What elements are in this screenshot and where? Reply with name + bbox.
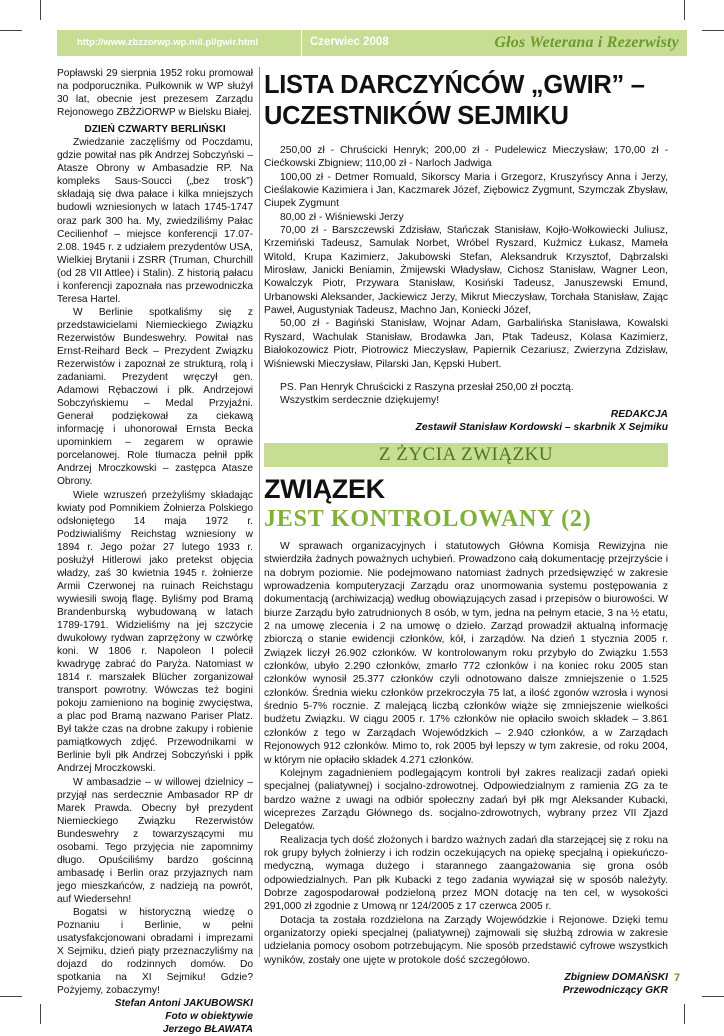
article-body — [264, 540, 668, 998]
sponsor-entry: 250,00 zł - Chruścicki Henryk; 200,00 zł - Pudelewicz Mieczysław; 170,00 zł - Ciećkowski Zbigniew; 110,00 zł - Narloch Jadwiga — [264, 145, 668, 170]
article-paragraph: Kolejnym zagadnieniem podlegającym kontroli był zakres realizacji zadań opieki specjalnej (paliatywnej) i socjalno-zdrowotnej. Odpowiedzialnym z ramienia ZG za te bardzo ważne z uwagi na odbiór społeczny zadań był płk mgr Aleksander Kubacki, wiceprezes Zarządu Głównego ds. socjalno-zdrowotnych, wybrany przez VII Zjazd Delegatów. — [264, 767, 668, 833]
magazine-title: Głos Weterana i Rezerwisty — [494, 34, 679, 51]
crop-mark — [40, 1004, 41, 1024]
crop-mark — [40, 0, 41, 20]
crop-mark — [0, 996, 22, 997]
left-heading: DZIEŃ CZWARTY BERLIŃSKI — [84, 124, 226, 136]
article-paragraph: W sprawach organizacyjnych i statutowych Główna Komisja Rewizyjna nie stwierdziła żadnych poważnych uchybień. Prowadzono całą dokumentację przejrzyście i na dobrym poziomie. Nie podejmowano natomiast żadnych przedsięwzięć w zakresie wprowadzenia komputeryzacji Zarządu oraz unormowania systemu postępowania z dokumentacją (archiwizacją) według obowiązujących zasad i przepisów o biurowości. W biurze Zarządu było zatrudnionych 8 osób, w tym, jedna na pełnym etacie, 3 na ½ etatu, 2 na umowę zlecenia i 2 na umowę o dzieło. Zarząd prowadził aktualną informację zbiorczą o stanie ewidencji członków, kół, i zarządów. Na dzień 1 stycznia 2005 r. Związek liczył 26.902 członków. W kontrolowanym roku przybyło do Związku 1.553 członków, ubyło 2.290 członków, zmarło 772 członków i na koniec roku 2005 stan członków wynosił 25.377 członków czyli odnotowano dalsze zmniejszenie o 1.525 członków. Średnia wieku członków przekroczyła 75 lat, a ilość zgonów wzrosła i wynosi średnio 5-7% rocznie. Z malejącą liczbą członków wiąże się zmniejszenie wielkości budżetu Związku. W ciągu 2005 r. 17% członków nie opłaciło swoich składek – 3.861 członków z tego w Zarządach Wojewódzkich – 2.940 członków, a w Zarządach Rejonowych 912 członków. Mimo to, rok 2005 był lepszy w tym zakresie, od roku 2004, w którym nie opłaciło składek 4.271 członków. — [264, 541, 668, 766]
left-paragraph: Wiele wzruszeń przeżyliśmy składając kwiaty pod Pomnikiem Żołnierza Polskiego odsłoniętego 14 maja 1972 r. Podziwialiśmy Reichstag wzniesiony w 1894 r. Jego pożar 27 lutego 1933 r. posłużył Hitlerowi jako pretekst objęcia władzy, zaś 30 kwietnia 1945 r. żołnierze Armii Czerwonej na ruinach Reichstagu wywiesili swoją flagę. Byliśmy pod Bramą Brandenburską wybudowaną w latach 1789-1791. Widzieliśmy na jej szczycie dwukołowy rydwan zaprzężony w czwórkę koni. W 1806 r. Napoleon I polecił kwadrygę zabrać do Paryża. Natomiast w 1814 r. marszałek Blücher zorganizował transport powrotny. Wówczas też bogini pokoju zamieniono na boginię zwycięstwa, a plac pod Bramą nazwano Pariser Platz. Był także czas na drobne zakupy i robienie pamiątkowych zdjęć. Przewodnikami w Berlinie byli płk Andrzej Sobczyński i ppłk Andrzej Mroczkowski. — [57, 489, 253, 775]
crop-mark — [702, 996, 724, 997]
sponsors-list — [264, 144, 668, 434]
crop-mark — [0, 30, 22, 31]
crop-mark — [684, 0, 685, 20]
photo-credit-name: Jerzego BŁAWATA — [162, 1024, 253, 1036]
sponsor-entry: 80,00 zł - Wiśniewski Jerzy — [280, 211, 404, 223]
page-header — [57, 30, 687, 56]
crop-mark — [684, 1004, 685, 1024]
header-divider — [301, 30, 302, 56]
article-author: Zbigniew DOMAŃSKI — [564, 972, 668, 983]
author-signature: Stefan Antoni JAKUBOWSKI — [114, 998, 253, 1010]
left-column-article — [57, 67, 253, 1036]
editorial-signature: REDAKCJA — [610, 408, 668, 420]
article-author-role: Przewodniczący GKR — [562, 985, 668, 997]
section-label: Z ŻYCIA ZWIĄZKU — [378, 444, 554, 465]
photo-credit-label: Foto w obiektywie — [165, 1011, 253, 1023]
left-intro: Popławski 29 sierpnia 1952 roku promował na podporucznika. Pułkownik w WP służył 30 lat, obecnie jest prezesem Zarządu Rejonowego ZBŻZiORWP w Bielsku Białej. — [57, 68, 253, 119]
sponsors-thanks: Wszystkim serdecznie dziękujemy! — [280, 395, 440, 407]
header-url[interactable]: http://www.zbzzorwp.wp.mil.pl/gwir.html — [77, 37, 259, 48]
header-issue-date: Czerwiec 2008 — [310, 36, 389, 48]
sponsor-entry: 50,00 zł - Bagiński Stanisław, Wojnar Adam, Garbalińska Stanisława, Kowalski Ryszard, Wachulak Stanisław, Brodawka Jan, Ptak Tadeusz, Kolasa Kazimierz, Białokozowicz Piotr, Piotrowicz Mieczysław, Papiernik Cezariusz, Zwierzyna Zdzisław, Wiśniewski Mieczysław, Pilarski Jan, Kępski Hubert. — [264, 318, 668, 370]
left-paragraph: Bogatsi w historyczną wiedzę o Poznaniu i Berlinie, w pełni usatysfakcjonowani obradami i imprezami X Sejmiku, dzień piąty przeznaczyliśmy na dojazd do rodzinnych domów. Do spotkania na XI Sejmiku! Gdzie? Pożyjemy, zobaczymy! — [57, 907, 253, 997]
sponsors-title: LISTA DARCZYŃCÓW „GWIR” – UCZESTNIKÓW SEJMIKU — [264, 71, 645, 130]
left-paragraph: W ambasadzie – w willowej dzielnicy – przyjął nas serdecznie Ambasador RP dr Marek Prawda. Obecny był prezydent Niemieckiego Związku Rezerwistów Bundeswehry z towarzyszącymi mu osobami. Tego przyjęcia nie zapomnimy długo. Opuściliśmy bardzo gościnną ambasadę i Berlin oraz przyjaznych nam jego mieszkańców, z nadzieją na powrót, auf Wiedersehn! — [57, 776, 253, 905]
sponsor-entry: 70,00 zł - Barszczewski Zdzisław, Stańczak Stanisław, Kojło-Wołkowiecki Juliusz, Krzemiński Tadeusz, Samulak Norbet, Wróbel Ryszard, Kuźmicz Łukasz, Mameła Witold, Krupa Kazimierz, Jakubowski Stefan, Aleksandruk Krzysztof, Dąbrzalski Mirosław, Janicki Beniamin, Żmijewski Władysław, Cichosz Stanisław, Wagner Leon, Kowalczyk Piotr, Przywara Stanisław, Kosiński Tadeusz, Januszewski Emund, Urbanowski Aleksander, Jackiewicz Jerzy, Mikrut Mieczysław, Torchała Stanisław, Zając Paweł, Augustyniak Tadeusz, Machno Jan, Koniecki Józef, — [264, 225, 668, 317]
column-divider — [259, 67, 260, 957]
article-subtitle: JEST KONTROLOWANY (2) — [264, 506, 592, 532]
left-paragraph: W Berlinie spotkaliśmy się z przedstawicielami Niemieckiego Związku Rezerwistów Bundeswehry. Powitał nas Ernst-Reihard Beck – Prezydent Związku Rezerwistów i zapoznał ze strukturą, rolą i zadaniami. Prezydent wręczył gen. Adamowi Rębaczowi i płk. Andrzejowi Sobczyńskiemu – Medal Przyjaźni. Generał podziękował za ciekawą informację i uhonorował Ernsta Becka upominkiem – zegarem w oprawie porcelanowej. Role tłumacza pełnił ppłk Andrzej Mroczkowski – zastępca Atasze Obrony. — [57, 306, 253, 488]
section-banner — [264, 443, 668, 467]
crop-mark — [702, 30, 724, 31]
article-paragraph: Realizacja tych dość złożonych i bardzo ważnych zadań dla starzejącej się z roku na rok grupy byłych żołnierzy i ich rodzin oczekujących na opiekę specjalną i opiekuńczo-medyczną, wymaga dużego i starannego zaangażowania się grona osób odpowiedzialnych. Pan płk Kubacki z tego zadania wywiązał się w sposób należyty. Dobrze zagospodarował podzieloną przez MON dotację na ten cel, w wysokości 291,000 zł zgodnie z Umową nr 124/2005 z 17 czerwca 2005 r. — [264, 834, 668, 913]
sponsor-entry: 100,00 zł - Detmer Romuald, Sikorscy Maria i Grzegorz, Kruszyńscy Anna i Jerzy, Cieślakowie Kazimiera i Jan, Kaczmarek Józef, Ziębowicz Zygmunt, Szymczak Zbysław, Ciupek Zygmunt — [264, 171, 668, 210]
article-paragraph: Dotacja ta została rozdzielona na Zarządy Wojewódzkie i Rejonowe. Dzięki temu organizatorzy opieki specjalnej (paliatywnej) zajmowali się służbą zdrowia w zakresie udzielania pomocy osobom potrzebującym. Nie sposób przedstawić cyfrowe wszystkich wyników, zostały one ujęte w protokole dość szczegółowo. — [264, 914, 668, 966]
left-paragraph: Zwiedzanie zaczęliśmy od Poczdamu, gdzie powitał nas płk Andrzej Sobczyński – Atasze Obrony w Ambasadzie RP. Na kompleks Saus-Soucci („bez trosk”) składają się dwa pałace i kilka mniejszych budowli wzniesionych w latach 1745-1747 oraz park 300 ha. My, zwiedziliśmy Pałac Cecilienhof – miejsce konferencji 17.07-2.08. 1945 r. z udziałem prezydentów USA, Wielkiej Brytanii i ZSRR (Truman, Churchill (od 28 VII Attlee) i Stalin). Z historią pałacu i konferencji zapoznała nas przewodniczka Teresa Hartel. — [57, 137, 253, 305]
compiler-signature: Zestawił Stanisław Kordowski – skarbnik X Sejmiku — [415, 421, 668, 433]
page-number: 7 — [674, 972, 681, 984]
article-title: ZWIĄZEK — [264, 474, 385, 504]
sponsors-ps: PS. Pan Henryk Chruścicki z Raszyna przesłał 250,00 zł pocztą. — [280, 381, 574, 393]
